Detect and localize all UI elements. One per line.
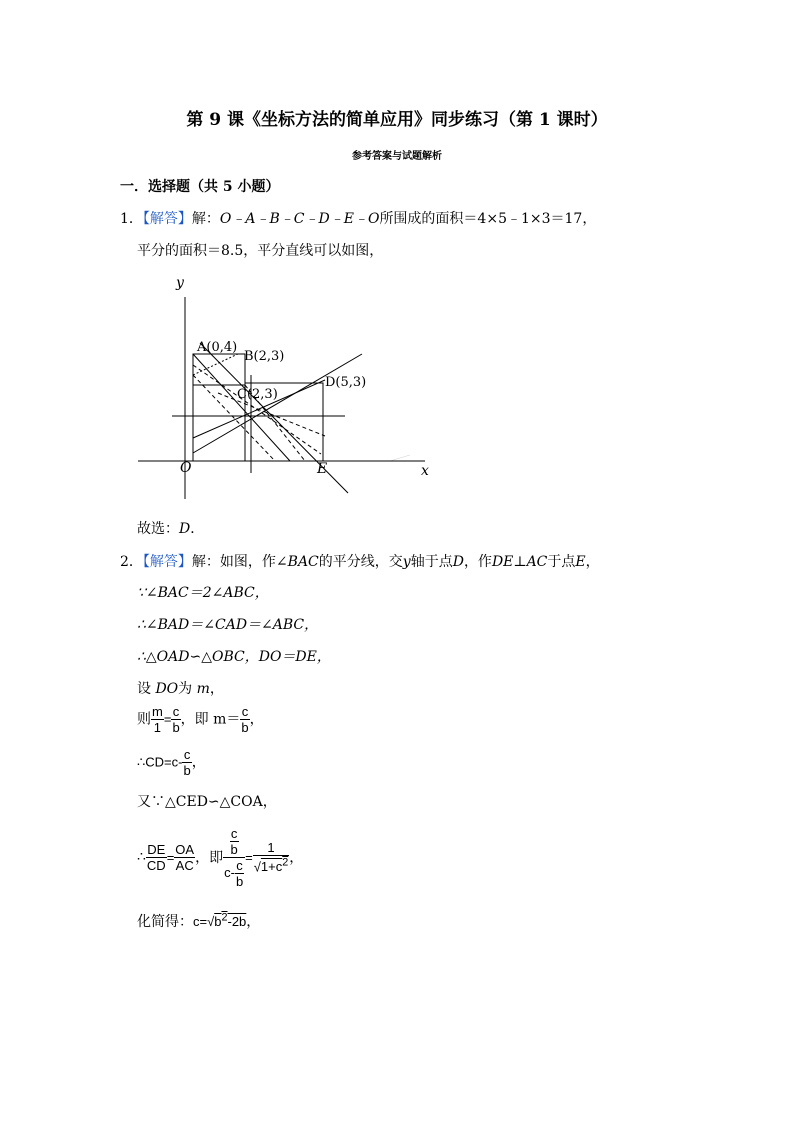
point-b-label: B(2,3) [244, 349, 285, 364]
fraction [146, 842, 167, 873]
fraction [240, 704, 249, 735]
q2-text: ⊥ [513, 554, 527, 570]
q2-line7 [137, 747, 206, 778]
compound-fraction [223, 826, 245, 889]
q2-math: c= [193, 914, 208, 929]
q2-line4: ∴△OAD∽△OBC，DO＝DE， [137, 649, 331, 665]
point-a-label: A(0,4) [197, 340, 238, 355]
denominator [223, 858, 245, 889]
q2-line8: 又∵△CED∽△COA， [137, 794, 277, 810]
q2-text: DE [491, 554, 514, 570]
section-heading: 一．选择题（共 5 小题） [120, 179, 280, 195]
numerator: OA [175, 841, 195, 857]
q2-text: DO [155, 681, 179, 697]
radicand: -2b [227, 914, 247, 929]
q2-text: ，作 [463, 554, 492, 570]
page-subtitle: 参考答案与试题解析 [352, 151, 442, 162]
q2-text: ， [209, 681, 224, 697]
origin-label: O [180, 460, 192, 476]
numerator: c [241, 704, 249, 719]
q2-text: 则 [137, 711, 151, 728]
q1-number: 1． [120, 211, 143, 227]
q2-line3: ∴∠BAD＝∠CAD＝∠ABC， [137, 617, 319, 633]
q2-text: 设 [137, 681, 156, 697]
q1-path: O﹣A﹣B﹣C﹣D﹣E﹣O [219, 211, 380, 227]
denominator: b [230, 841, 238, 857]
equals: = [163, 711, 172, 727]
q1-figure [130, 265, 440, 505]
fraction [171, 704, 180, 735]
fraction [235, 858, 244, 889]
radicand: b [214, 914, 222, 929]
y-axis-label: y [176, 275, 184, 291]
numerator: c [230, 825, 238, 841]
q1-answer-tag: 【解答】 [142, 211, 192, 227]
q1-answer-choice: D [179, 521, 191, 537]
denominator: b [235, 873, 244, 889]
q2-line1 [120, 551, 600, 571]
q2-text: ， [289, 850, 304, 866]
q2-math: c- [224, 864, 235, 880]
q2-text: ， [246, 914, 261, 930]
q2-answer-tag: 【解答】 [142, 554, 192, 570]
equals: = [166, 849, 175, 865]
q2-text: ，即 [195, 850, 224, 866]
q2-text: ， [191, 754, 206, 771]
equals: = [245, 849, 253, 865]
q2-text: m [196, 681, 210, 697]
fraction [151, 704, 164, 735]
q2-text: 化简得： [137, 914, 193, 930]
q2-text: ， [585, 554, 600, 570]
q2-line2: ∵∠BAC＝2∠ABC， [137, 585, 269, 601]
denominator: 1 [153, 720, 162, 735]
numerator: c [183, 747, 191, 762]
denominator: b [241, 720, 249, 735]
q2-number: 2． [120, 554, 143, 570]
fraction [230, 826, 239, 857]
denominator: AC [175, 857, 194, 873]
numerator: c [236, 857, 243, 873]
q2-line9 [137, 822, 303, 892]
q2-math: ∴CD=c- [137, 754, 183, 770]
numerator: 1 [253, 840, 290, 856]
q2-line6 [137, 704, 264, 735]
q2-text: 解：如图，作∠ [191, 554, 288, 570]
denominator: $√1+c^2$ [253, 856, 289, 875]
q1-answer-prefix: 故选： [137, 521, 179, 537]
q2-text: D [452, 554, 464, 570]
numerator: c [172, 704, 180, 719]
q2-text: 为 [178, 681, 197, 697]
q2-text: 于点 [547, 554, 576, 570]
denominator: CD [146, 857, 166, 873]
q1-answer [137, 518, 204, 538]
denominator: b [172, 720, 180, 735]
q2-text: AC [526, 554, 548, 570]
q2-text: ∴ [137, 849, 146, 865]
radicand: 1+c [260, 859, 283, 875]
q2-text: ， [249, 711, 264, 728]
q2-text: ，即 m＝ [180, 711, 241, 728]
exponent: 2 [282, 856, 289, 869]
exponent: 2 [221, 911, 228, 924]
q2-line5 [137, 678, 224, 698]
q2-text: BAC [287, 554, 319, 570]
q2-text: 轴于点 [410, 554, 453, 570]
q2-text: E [575, 554, 586, 570]
point-c-label: C(2,3) [237, 387, 278, 402]
bisect-line-1 [193, 354, 362, 453]
q1-answer-suffix: ． [190, 521, 205, 537]
fraction [174, 842, 195, 873]
q2-text: 的平分线，交 [318, 554, 403, 570]
q1-area-text: 所围成的面积＝4×5﹣1×3＝17， [379, 211, 597, 227]
x-axis-label: x [421, 463, 429, 479]
q1-line1 [120, 208, 596, 228]
numerator: DE [147, 841, 166, 857]
point-d-label: D(5,3) [325, 375, 367, 390]
fraction [253, 840, 290, 874]
sqrt-expression: $√b^2-2b$ [207, 911, 247, 929]
numerator: m [152, 704, 163, 719]
q2-line10 [137, 911, 260, 931]
fraction [182, 747, 191, 778]
denominator: b [183, 763, 191, 778]
q1-text: 解： [191, 211, 220, 227]
page-title: 第 9 课《坐标方法的简单应用》同步练习（第 1 课时） [186, 110, 608, 130]
q1-line2: 平分的面积＝8.5，平分直线可以如图， [137, 243, 384, 259]
point-e-label: E [317, 461, 328, 477]
q2-text: y [402, 554, 411, 570]
numerator [223, 826, 245, 858]
